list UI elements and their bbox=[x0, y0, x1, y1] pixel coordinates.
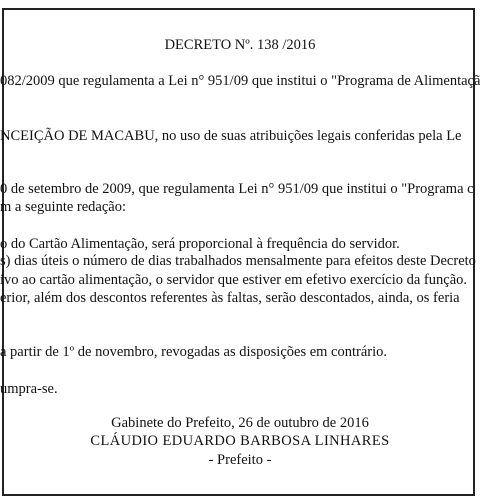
decree-preamble: NCEIÇÃO DE MACABU, no uso de suas atribuições legais conferidas pela Le bbox=[0, 128, 462, 144]
decree-ementa: 082/2009 que regulamenta a Lei n° 951/09 que institui o "Programa de Alimentaçã bbox=[0, 73, 480, 89]
closing-place-date: Gabinete do Prefeito, 26 de outubro de 2016 bbox=[111, 415, 369, 431]
body-line-3: o do Cartão Alimentação, será proporcional à frequência do servidor. bbox=[0, 236, 400, 252]
body-line-8: umpra-se. bbox=[0, 381, 58, 397]
body-line-1: 0 de setembro de 2009, que regulamenta Lei n° 951/09 que institui o "Programa c bbox=[0, 181, 474, 197]
closing-signatory: CLÁUDIO EDUARDO BARBOSA LINHARES bbox=[90, 433, 390, 449]
decree-title: DECRETO Nº. 138 /2016 bbox=[164, 37, 316, 53]
body-line-5: ivo ao cartão alimentação, o servidor que estiver em efetivo exercício da função. bbox=[0, 272, 468, 288]
body-line-2: m a seguinte redação: bbox=[0, 199, 127, 215]
body-line-4: s) dias úteis o número de dias trabalhados mensalmente para efeitos deste Decreto bbox=[0, 253, 476, 269]
closing-role: - Prefeito - bbox=[208, 452, 272, 468]
body-line-6: erior, além dos descontos referentes às faltas, serão descontados, ainda, os feria bbox=[0, 290, 460, 306]
body-line-7: a partir de 1º de novembro, revogadas as disposições em contrário. bbox=[0, 344, 388, 360]
